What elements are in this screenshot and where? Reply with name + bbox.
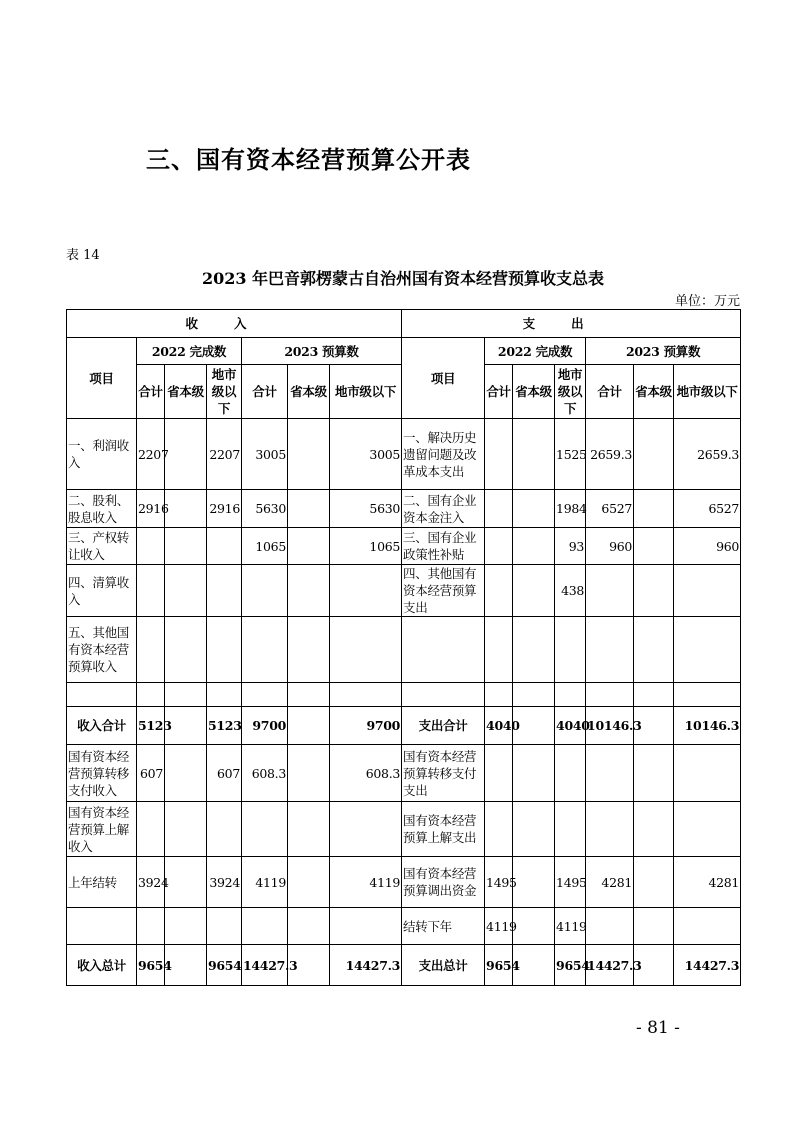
income-value-cell bbox=[137, 908, 165, 945]
expense-value-cell bbox=[586, 617, 634, 683]
income-value-cell bbox=[288, 707, 330, 745]
expense-value-cell bbox=[513, 565, 555, 617]
income-value-cell bbox=[165, 745, 207, 802]
income-item-cell: 收入合计 bbox=[67, 707, 137, 745]
income-value-cell bbox=[207, 528, 242, 565]
expense-value-cell bbox=[634, 490, 674, 528]
column-header: 省本级 bbox=[288, 365, 330, 419]
income-value-cell bbox=[165, 419, 207, 490]
expense-value-cell: 4119 bbox=[555, 908, 586, 945]
income-value-cell bbox=[207, 683, 242, 707]
expense-value-cell: 14427.3 bbox=[674, 945, 741, 986]
expense-value-cell bbox=[674, 565, 741, 617]
expense-value-cell: 6527 bbox=[674, 490, 741, 528]
income-item-header: 项目 bbox=[67, 338, 137, 419]
income-value-cell bbox=[137, 802, 165, 857]
expense-value-cell bbox=[485, 565, 513, 617]
income-value-cell: 2916 bbox=[137, 490, 165, 528]
expense-value-cell bbox=[513, 528, 555, 565]
income-value-cell bbox=[288, 617, 330, 683]
income-value-cell: 3005 bbox=[330, 419, 402, 490]
income-value-cell: 3924 bbox=[137, 857, 165, 908]
income-item-cell: 三、产权转让收入 bbox=[67, 528, 137, 565]
expense-value-cell bbox=[674, 683, 741, 707]
expense-value-cell bbox=[513, 908, 555, 945]
income-value-cell: 4119 bbox=[330, 857, 402, 908]
income-value-cell: 9654 bbox=[137, 945, 165, 986]
expense-item-cell: 一、解决历史遗留问题及改革成本支出 bbox=[402, 419, 485, 490]
income-budget-2023-header: 2023 预算数 bbox=[242, 338, 402, 365]
income-value-cell: 5123 bbox=[207, 707, 242, 745]
income-value-cell bbox=[242, 683, 288, 707]
income-value-cell bbox=[207, 908, 242, 945]
table-row bbox=[67, 745, 741, 802]
expense-item-cell: 支出总计 bbox=[402, 945, 485, 986]
income-value-cell: 14427.3 bbox=[242, 945, 288, 986]
expense-value-cell bbox=[634, 617, 674, 683]
column-header: 合计 bbox=[485, 365, 513, 419]
expense-item-cell: 国有资本经营预算上解支出 bbox=[402, 802, 485, 857]
income-value-cell bbox=[207, 802, 242, 857]
expense-value-cell: 93 bbox=[555, 528, 586, 565]
column-header: 合计 bbox=[242, 365, 288, 419]
expense-group-label: 支出 bbox=[522, 316, 620, 331]
income-value-cell: 2207 bbox=[207, 419, 242, 490]
expense-value-cell bbox=[513, 745, 555, 802]
income-value-cell: 5630 bbox=[242, 490, 288, 528]
income-value-cell: 14427.3 bbox=[330, 945, 402, 986]
income-value-cell bbox=[288, 857, 330, 908]
income-value-cell bbox=[242, 802, 288, 857]
expense-value-cell bbox=[485, 745, 513, 802]
table-title: 2023 年巴音郭楞蒙古自治州国有资本经营预算收支总表 bbox=[201, 269, 605, 288]
expense-budget-2023-header: 2023 预算数 bbox=[586, 338, 741, 365]
income-group-label: 收入 bbox=[185, 316, 283, 331]
expense-value-cell bbox=[586, 908, 634, 945]
section-heading: 三、国有资本经营预算公开表 bbox=[146, 146, 471, 174]
table-row bbox=[67, 490, 741, 528]
expense-item-cell: 国有资本经营预算转移支付支出 bbox=[402, 745, 485, 802]
expense-value-cell bbox=[586, 802, 634, 857]
expense-value-cell bbox=[634, 745, 674, 802]
income-value-cell bbox=[137, 528, 165, 565]
column-header: 合计 bbox=[586, 365, 634, 419]
expense-value-cell: 1984 bbox=[555, 490, 586, 528]
expense-value-cell: 438 bbox=[555, 565, 586, 617]
income-value-cell bbox=[330, 908, 402, 945]
income-value-cell bbox=[165, 857, 207, 908]
income-value-cell bbox=[137, 617, 165, 683]
expense-value-cell: 2659.3 bbox=[674, 419, 741, 490]
income-item-cell: 四、清算收入 bbox=[67, 565, 137, 617]
table-header-row bbox=[67, 338, 741, 365]
expense-value-cell: 4119 bbox=[485, 908, 513, 945]
expense-value-cell: 14427.3 bbox=[586, 945, 634, 986]
expense-value-cell: 1495 bbox=[485, 857, 513, 908]
expense-value-cell bbox=[586, 683, 634, 707]
income-value-cell bbox=[137, 565, 165, 617]
expense-value-cell bbox=[485, 683, 513, 707]
expense-value-cell bbox=[555, 802, 586, 857]
expense-value-cell bbox=[586, 565, 634, 617]
income-value-cell bbox=[137, 683, 165, 707]
column-header: 合计 bbox=[137, 365, 165, 419]
expense-value-cell: 960 bbox=[586, 528, 634, 565]
expense-item-cell: 二、国有企业资本金注入 bbox=[402, 490, 485, 528]
table-row bbox=[67, 565, 741, 617]
expense-item-header: 项目 bbox=[402, 338, 485, 419]
expense-group-header bbox=[402, 310, 741, 338]
expense-value-cell: 4040 bbox=[485, 707, 513, 745]
expense-item-cell: 三、国有企业政策性补贴 bbox=[402, 528, 485, 565]
income-value-cell bbox=[207, 617, 242, 683]
income-value-cell bbox=[330, 617, 402, 683]
income-item-cell: 二、股利、股息收入 bbox=[67, 490, 137, 528]
expense-value-cell bbox=[674, 802, 741, 857]
table-row bbox=[67, 419, 741, 490]
income-value-cell bbox=[165, 490, 207, 528]
expense-value-cell: 10146.3 bbox=[674, 707, 741, 745]
column-header: 地市级以下 bbox=[674, 365, 741, 419]
table-header-row bbox=[67, 310, 741, 338]
income-item-cell: 上年结转 bbox=[67, 857, 137, 908]
expense-value-cell: 2659.3 bbox=[586, 419, 634, 490]
income-value-cell bbox=[288, 528, 330, 565]
income-item-cell: 收入总计 bbox=[67, 945, 137, 986]
expense-value-cell bbox=[485, 490, 513, 528]
income-value-cell bbox=[330, 683, 402, 707]
column-header: 省本级 bbox=[513, 365, 555, 419]
expense-value-cell bbox=[634, 683, 674, 707]
table-number: 表 14 bbox=[66, 248, 100, 263]
expense-value-cell: 1525 bbox=[555, 419, 586, 490]
expense-value-cell bbox=[485, 617, 513, 683]
expense-value-cell bbox=[513, 802, 555, 857]
table-row bbox=[67, 908, 741, 945]
expense-value-cell bbox=[586, 745, 634, 802]
expense-value-cell bbox=[674, 908, 741, 945]
expense-value-cell bbox=[634, 528, 674, 565]
expense-item-cell bbox=[402, 617, 485, 683]
income-value-cell bbox=[207, 565, 242, 617]
income-value-cell: 4119 bbox=[242, 857, 288, 908]
expense-item-cell: 结转下年 bbox=[402, 908, 485, 945]
income-value-cell: 608.3 bbox=[330, 745, 402, 802]
income-value-cell: 1065 bbox=[242, 528, 288, 565]
income-value-cell: 9654 bbox=[207, 945, 242, 986]
expense-value-cell bbox=[634, 802, 674, 857]
expense-value-cell bbox=[634, 419, 674, 490]
expense-value-cell bbox=[634, 908, 674, 945]
expense-value-cell bbox=[634, 565, 674, 617]
expense-value-cell bbox=[513, 419, 555, 490]
table-row bbox=[67, 857, 741, 908]
table-row bbox=[67, 707, 741, 745]
column-header: 地市级以下 bbox=[555, 365, 586, 419]
table-row bbox=[67, 945, 741, 986]
expense-value-cell: 4040 bbox=[555, 707, 586, 745]
expense-value-cell bbox=[555, 683, 586, 707]
expense-value-cell bbox=[634, 857, 674, 908]
expense-value-cell: 4281 bbox=[586, 857, 634, 908]
income-value-cell bbox=[288, 802, 330, 857]
income-value-cell bbox=[165, 683, 207, 707]
column-header: 地市级以下 bbox=[207, 365, 242, 419]
income-value-cell bbox=[165, 802, 207, 857]
expense-item-cell bbox=[402, 683, 485, 707]
expense-value-cell bbox=[674, 745, 741, 802]
income-value-cell bbox=[330, 802, 402, 857]
expense-value-cell bbox=[485, 802, 513, 857]
income-value-cell bbox=[242, 908, 288, 945]
income-value-cell: 9700 bbox=[242, 707, 288, 745]
expense-item-cell: 四、其他国有资本经营预算支出 bbox=[402, 565, 485, 617]
expense-value-cell bbox=[555, 745, 586, 802]
income-value-cell bbox=[288, 745, 330, 802]
income-value-cell bbox=[288, 490, 330, 528]
income-value-cell: 3005 bbox=[242, 419, 288, 490]
income-value-cell bbox=[165, 565, 207, 617]
page-number: - 81 - bbox=[636, 1018, 680, 1038]
expense-value-cell bbox=[485, 528, 513, 565]
income-value-cell: 607 bbox=[207, 745, 242, 802]
expense-value-cell bbox=[674, 617, 741, 683]
table-row bbox=[67, 528, 741, 565]
income-value-cell bbox=[288, 419, 330, 490]
expense-value-cell bbox=[555, 617, 586, 683]
expense-value-cell: 4281 bbox=[674, 857, 741, 908]
table-row bbox=[67, 617, 741, 683]
table-row bbox=[67, 683, 741, 707]
income-value-cell: 1065 bbox=[330, 528, 402, 565]
income-item-cell: 国有资本经营预算转移支付收入 bbox=[67, 745, 137, 802]
column-header: 省本级 bbox=[634, 365, 674, 419]
expense-completed-2022-header: 2022 完成数 bbox=[485, 338, 586, 365]
budget-table bbox=[66, 309, 741, 986]
income-item-cell bbox=[67, 683, 137, 707]
income-item-cell: 五、其他国有资本经营预算收入 bbox=[67, 617, 137, 683]
income-completed-2022-header: 2022 完成数 bbox=[137, 338, 242, 365]
income-value-cell bbox=[288, 908, 330, 945]
income-item-cell: 国有资本经营预算上解收入 bbox=[67, 802, 137, 857]
income-value-cell: 3924 bbox=[207, 857, 242, 908]
income-value-cell bbox=[165, 617, 207, 683]
unit-label: 单位：万元 bbox=[674, 294, 740, 309]
income-value-cell bbox=[330, 565, 402, 617]
income-value-cell bbox=[288, 683, 330, 707]
expense-value-cell bbox=[485, 419, 513, 490]
income-value-cell: 2207 bbox=[137, 419, 165, 490]
column-header: 地市级以下 bbox=[330, 365, 402, 419]
income-value-cell: 2916 bbox=[207, 490, 242, 528]
income-value-cell bbox=[242, 565, 288, 617]
income-value-cell: 5123 bbox=[137, 707, 165, 745]
income-value-cell bbox=[242, 617, 288, 683]
expense-value-cell bbox=[513, 617, 555, 683]
expense-value-cell: 6527 bbox=[586, 490, 634, 528]
income-value-cell bbox=[288, 565, 330, 617]
expense-value-cell bbox=[513, 857, 555, 908]
income-group-header bbox=[67, 310, 402, 338]
table-row bbox=[67, 802, 741, 857]
expense-value-cell: 960 bbox=[674, 528, 741, 565]
expense-item-cell: 国有资本经营预算调出资金 bbox=[402, 857, 485, 908]
income-item-cell bbox=[67, 908, 137, 945]
income-item-cell: 一、利润收入 bbox=[67, 419, 137, 490]
expense-value-cell bbox=[513, 490, 555, 528]
column-header: 省本级 bbox=[165, 365, 207, 419]
income-value-cell: 9700 bbox=[330, 707, 402, 745]
expense-item-cell: 支出合计 bbox=[402, 707, 485, 745]
income-value-cell: 607 bbox=[137, 745, 165, 802]
expense-value-cell: 9654 bbox=[555, 945, 586, 986]
income-value-cell: 5630 bbox=[330, 490, 402, 528]
income-value-cell bbox=[165, 908, 207, 945]
expense-value-cell bbox=[513, 683, 555, 707]
income-value-cell: 608.3 bbox=[242, 745, 288, 802]
income-value-cell bbox=[165, 528, 207, 565]
expense-value-cell: 1495 bbox=[555, 857, 586, 908]
expense-value-cell: 9654 bbox=[485, 945, 513, 986]
expense-value-cell: 10146.3 bbox=[586, 707, 634, 745]
